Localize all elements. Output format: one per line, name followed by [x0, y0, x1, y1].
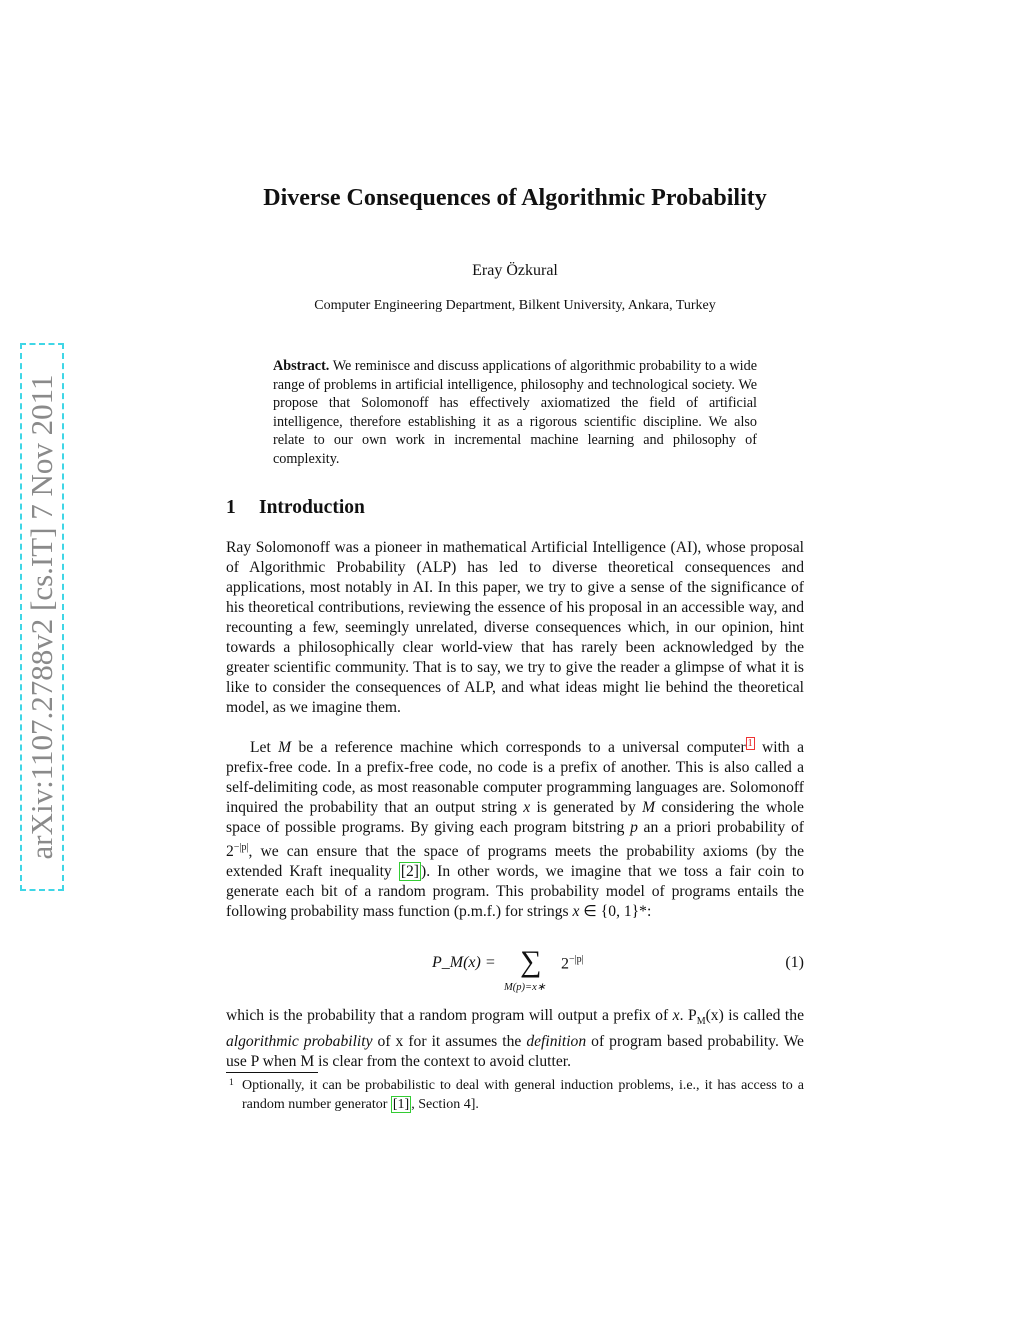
footnote-rule: [226, 1072, 318, 1073]
section-heading: [226, 497, 365, 519]
affiliation: Computer Engineering Department, Bilkent University, Ankara, Turkey: [314, 298, 716, 313]
citation-link[interactable]: [2]: [400, 863, 419, 881]
arxiv-stamp[interactable]: [20, 343, 64, 891]
footnote-ref[interactable]: 1: [747, 737, 753, 749]
abstract: [273, 357, 757, 469]
equation-rhs: $2^{-|p|}$: [561, 954, 584, 973]
equation-1: [226, 945, 804, 998]
paragraph-2: Let M be a reference machine which corresponds to a universal computer $^1$ with a prefix-free code. In a prefix-free code, no code is a prefix of another. This is also called a self-delimiting code, as most reasonable computer programming languages are. Solomonoff inquired the probability that an output string x is generated by M considering the whole space of possible programs. By giving each program bitstring p an a priori probability of $2^{-|p|}$, we can ensure that the space of programs meets the probability axioms (by the extended Kraft inequality [2] ). In other words, we imagine that we toss a fair coin to generate each bit of a random program. This probability model of programs entails the following probability mass function (p.m.f.) for strings x ∈ {0, 1}*:: [226, 737, 804, 921]
footnote: 1 Optionally, it can be probabilistic to deal with general induction problems, i.e., it has access to a random number generator [1] , Section 4].: [226, 1077, 804, 1114]
sum-subscript: M(p)=x∗: [504, 982, 546, 993]
footnote-citation-link[interactable]: [1]: [392, 1096, 410, 1112]
paragraph-3: which is the probability that a random program will output a prefix of x. $P_M(x)$ is called the algorithmic probability of x for it assumes the definition of program based probability. We use P when M is clear from the context to avoid clutter.: [226, 1007, 804, 1071]
sum-symbol: ∑: [520, 945, 542, 978]
equation-number: (1): [785, 954, 804, 971]
abstract-label: Abstract.: [273, 358, 330, 374]
section-title: Introduction: [259, 497, 365, 518]
section-number: 1: [226, 497, 236, 518]
footnote-mark: 1: [229, 1078, 234, 1088]
arxiv-id: arXiv:1107.2788v2 [cs.IT] 7 Nov 2011: [24, 374, 59, 860]
paper-title: Diverse Consequences of Algorithmic Probability: [263, 185, 767, 211]
equation-lhs: P_M(x) =: [432, 954, 496, 971]
abstract-text: We reminisce and discuss applications of algorithmic probability to a wide range of problems in artificial intelligence, philosophy and technological society. We propose that Solomonoff has effectively axiomatized the field of artificial intelligence, therefore establishing it as a rigorous scientific discipline. We also relate to our own work in incremental machine learning and philosophy of complexity.: [273, 358, 758, 467]
paragraph-1: Ray Solomonoff was a pioneer in mathematical Artificial Intelligence (AI), whose proposal of Algorithmic Probability (ALP) has led to diverse theoretical consequences and applications, most notably in AI. In this paper, we try to give a sense of the significance of his theoretical contributions, reviewing the essence of his proposal in an accessible way, and recounting a few, seemingly unrelated, diverse consequences which, in our opinion, hint towards a philosophically clear world-view that has rarely been acknowledged by the greater scientific community. That is to say, we try to give the reader a glimpse of what it is like to consider the consequences of ALP, and what ideas might lie behind the theoretical model, as we imagine them.: [226, 539, 804, 716]
author-name: Eray Özkural: [472, 262, 558, 279]
